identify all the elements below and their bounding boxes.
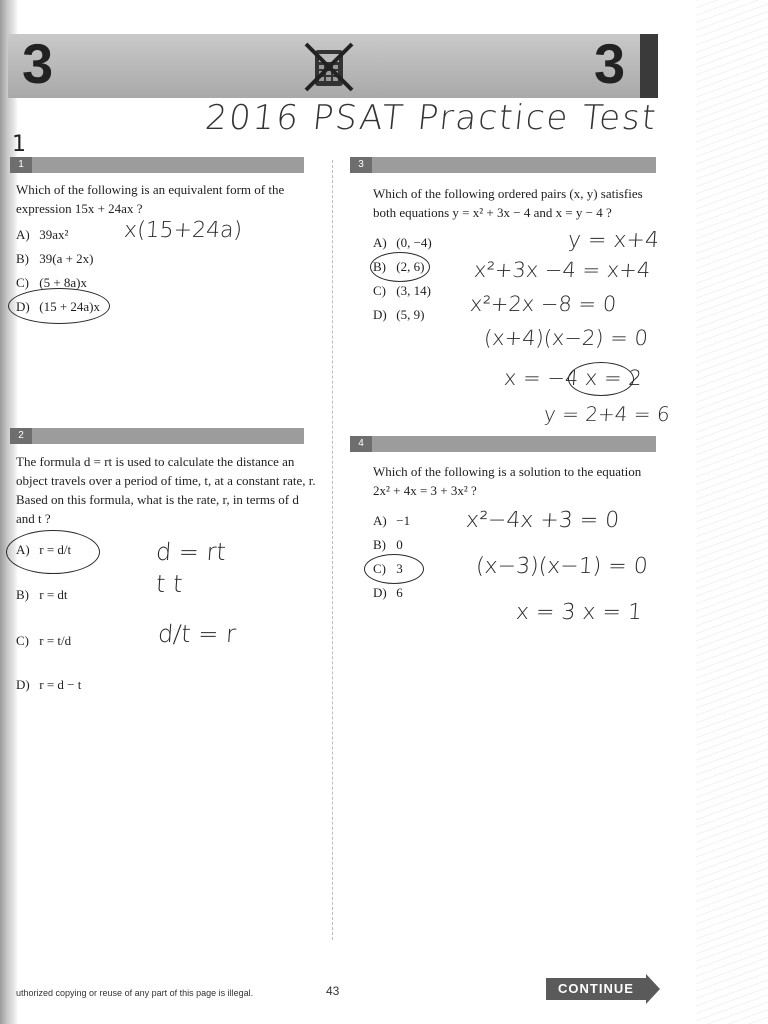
question-3-bar bbox=[350, 157, 656, 173]
question-4-number: 4 bbox=[350, 436, 372, 452]
question-3-choice-a[interactable] bbox=[373, 234, 432, 252]
copyright-notice: uthorized copying or reuse of any part of this page is illegal. bbox=[16, 988, 254, 998]
work-q3-line-4: (x+4)(x−2) = 0 bbox=[483, 326, 649, 350]
question-4-choice-a[interactable] bbox=[373, 512, 410, 530]
work-q2-line-2: t t bbox=[155, 570, 184, 598]
choice-text: (0, −4) bbox=[396, 235, 432, 250]
question-4-bar bbox=[350, 436, 656, 452]
choice-text: −1 bbox=[396, 513, 411, 528]
answer-circle-q3 bbox=[370, 252, 430, 282]
choice-text: (15 + 24a)x bbox=[39, 299, 101, 314]
question-2-choice-c[interactable] bbox=[16, 632, 71, 650]
choice-label: D) bbox=[373, 585, 387, 600]
choice-text: (3, 14) bbox=[396, 283, 431, 298]
choice-label: C) bbox=[16, 633, 29, 648]
work-q2-line-3: d/t = r bbox=[157, 620, 237, 648]
section-number-right: 3 bbox=[594, 32, 626, 95]
choice-text: (2, 6) bbox=[396, 259, 425, 274]
choice-text: 6 bbox=[396, 585, 403, 600]
choice-text: 0 bbox=[396, 537, 403, 552]
choice-label: A) bbox=[373, 235, 387, 250]
choice-text: r = d/t bbox=[39, 542, 72, 557]
choice-text: (5 + 8a)x bbox=[39, 275, 88, 290]
choice-text: (5, 9) bbox=[396, 307, 425, 322]
choice-label: D) bbox=[373, 307, 387, 322]
choice-label: B) bbox=[373, 259, 386, 274]
choice-label: A) bbox=[16, 227, 30, 242]
work-q3-line-3: x²+2x −8 = 0 bbox=[469, 292, 618, 316]
choice-label: B) bbox=[16, 251, 29, 266]
section-number-left: 3 bbox=[22, 32, 54, 95]
question-4-text: Which of the following is a solution to the equation 2x² + 4x = 3 + 3x² ? bbox=[373, 464, 642, 498]
handwritten-page-number: 1 bbox=[12, 132, 26, 157]
question-4-choice-b[interactable] bbox=[373, 536, 403, 554]
page-number: 43 bbox=[326, 984, 340, 998]
section-header-edge bbox=[640, 34, 658, 98]
choice-label: A) bbox=[16, 542, 30, 557]
continue-arrow-icon bbox=[646, 974, 660, 1004]
work-q2-line-1: d = rt bbox=[155, 538, 227, 566]
choice-label: A) bbox=[373, 513, 387, 528]
work-circle-q3 bbox=[568, 362, 634, 396]
question-2-text: The formula d = rt is used to calculate the distance an object travels over a period of time, t, at a constant rate, r. Based on this formula, what is the rate, r, in terms of d and t ? bbox=[16, 454, 316, 526]
question-3-choice-c[interactable] bbox=[373, 282, 431, 300]
answer-circle-q1 bbox=[8, 288, 110, 324]
question-2-choice-d[interactable] bbox=[16, 676, 81, 694]
choice-label: B) bbox=[373, 537, 386, 552]
question-3-text: Which of the following ordered pairs (x, y) satisfies both equations y = x² + 3x − 4 and x = y − 4 ? bbox=[373, 186, 643, 220]
answer-circle-q2 bbox=[6, 530, 100, 574]
choice-label: B) bbox=[16, 587, 29, 602]
column-divider bbox=[332, 160, 333, 940]
question-1-choice-a[interactable] bbox=[16, 226, 68, 244]
question-3-choice-d[interactable] bbox=[373, 306, 424, 324]
question-4-choice-d[interactable] bbox=[373, 584, 403, 602]
question-2-choice-b[interactable] bbox=[16, 586, 68, 604]
choice-text: 3 bbox=[396, 561, 403, 576]
work-q3-line-1: y = x+4 bbox=[567, 228, 660, 253]
choice-text: r = dt bbox=[39, 587, 68, 602]
choice-label: C) bbox=[16, 275, 29, 290]
choice-label: D) bbox=[16, 677, 30, 692]
work-q3-line-6: y = 2+4 = 6 bbox=[543, 402, 671, 426]
question-3-number: 3 bbox=[350, 157, 372, 173]
continue-button[interactable]: CONTINUE bbox=[546, 978, 646, 1000]
choice-label: D) bbox=[16, 299, 30, 314]
question-1-text: Which of the following is an equivalent form of the expression 15x + 24ax ? bbox=[16, 182, 285, 216]
work-q4-line-1: x²−4x +3 = 0 bbox=[465, 508, 621, 533]
choice-text: 39ax² bbox=[39, 227, 69, 242]
question-2-bar bbox=[10, 428, 304, 444]
choice-label: C) bbox=[373, 283, 386, 298]
question-1-number: 1 bbox=[10, 157, 32, 173]
question-1-choice-b[interactable] bbox=[16, 250, 94, 268]
answer-circle-q4 bbox=[364, 554, 424, 584]
work-q1-line-1: x(15+24a) bbox=[123, 218, 243, 243]
choice-text: 39(a + 2x) bbox=[39, 251, 94, 266]
scan-gap bbox=[678, 0, 696, 1024]
choice-text: r = d − t bbox=[39, 677, 82, 692]
no-calculator-icon bbox=[300, 38, 358, 96]
work-q4-line-2: (x−3)(x−1) = 0 bbox=[475, 554, 649, 579]
work-q4-line-3: x = 3 x = 1 bbox=[515, 600, 643, 625]
choice-label: C) bbox=[373, 561, 386, 576]
handwritten-title: 2016 PSAT Practice Test bbox=[203, 98, 660, 138]
work-q3-line-5: x = −4 x = 2 bbox=[503, 366, 643, 390]
work-q3-line-2: x²+3x −4 = x+4 bbox=[473, 258, 652, 282]
question-1-bar bbox=[10, 157, 304, 173]
choice-text: r = t/d bbox=[39, 633, 72, 648]
question-2-number: 2 bbox=[10, 428, 32, 444]
